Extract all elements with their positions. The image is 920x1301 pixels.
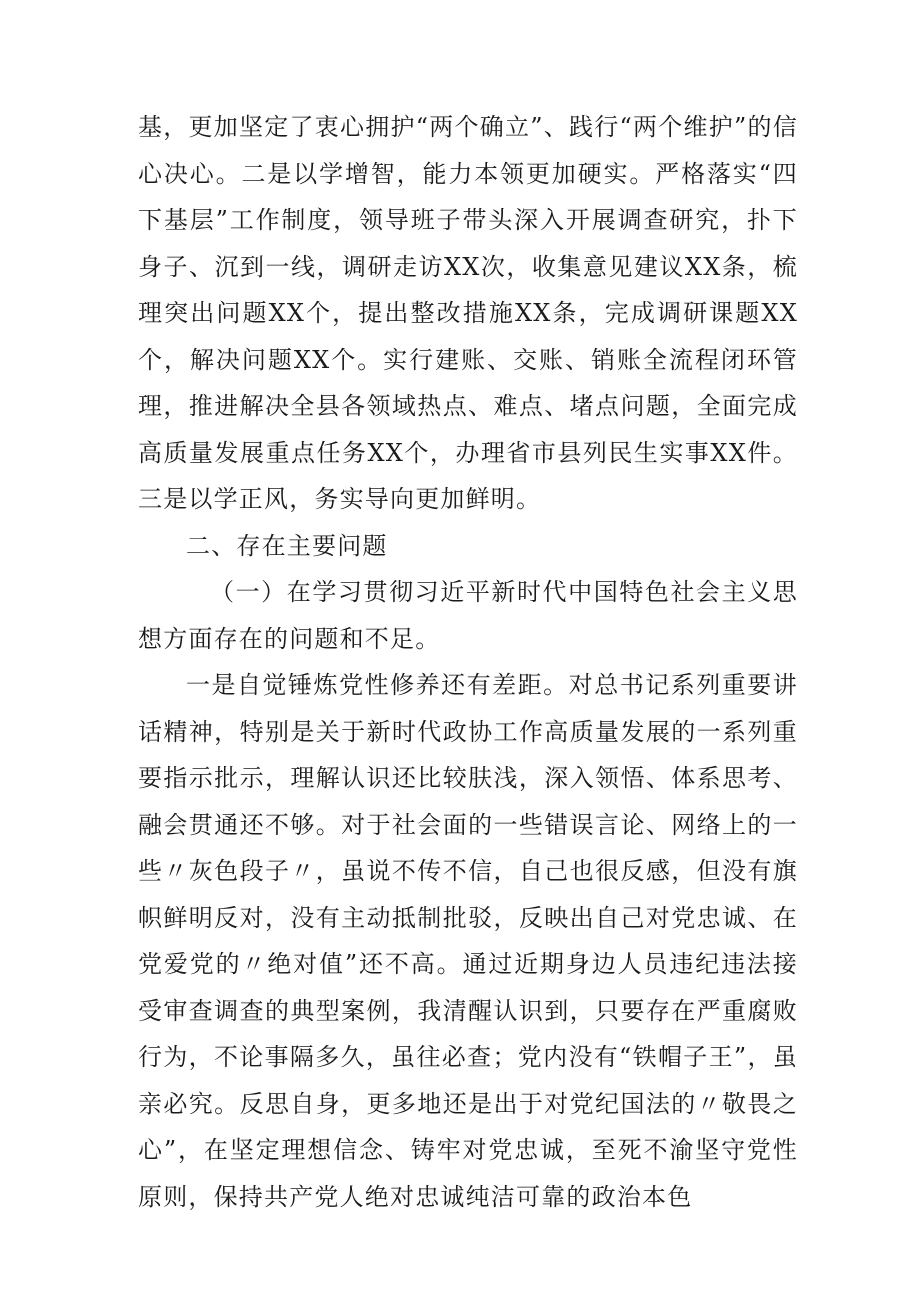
body-paragraph-continuation: 基，更加坚定了衷心拥护“两个确立”、践行“两个维护”的信心决心。二是以学增智，能力本领更加硬实。严格落实“四下基层”工作制度，领导班子带头深入开展调查研究，扑下身子、沉到一线，调研走访XX次，收集意见建议XX条，梳理突出问题XX个，提出整改措施XX条，完成调研课题XX个，解决问题XX个。实行建账、交账、销账全流程闭环管理，推进解决全县各领域热点、难点、堵点问题，全面完成高质量发展重点任务XX个，办理省市县列民生实事XX件。三是以学正风，务实导向更加鲜明。 <box>138 113 798 513</box>
document-body <box>138 104 798 1220</box>
body-paragraph-party-spirit: 一是自觉锤炼党性修养还有差距。对总书记系列重要讲话精神，特别是关于新时代政协工作高质量发展的一系列重要指示批示，理解认识还比较肤浅，深入领悟、体系思考、融会贯通还不够。对于社会面的一些错误言论、网络上的一些〃灰色段子〃，虽说不传不信，自己也很反感，但没有旗帜鲜明反对，没有主动抵制批驳，反映出自己对党忠诚、在党爱党的〃绝对值”还不高。通过近期身边人员违纪违法接受审查调查的典型案例，我清醒认识到，只要存在严重腐败行为，不论事隔多久，虽往必查；党内没有“铁帽子王”，虽亲必究。反思自身，更多地还是出于对党纪国法的〃敬畏之心”，在坚定理想信念、铸牢对党忠诚，至死不渝坚守党性原则，保持共产党人绝对忠诚纯洁可靠的政治本色 <box>138 671 798 1211</box>
section-heading-problems: 二、存在主要问题 <box>186 531 388 560</box>
subsection-heading-study: （一）在学习贯彻习近平新时代中国特色社会主义思想方面存在的问题和不足。 <box>138 578 798 653</box>
